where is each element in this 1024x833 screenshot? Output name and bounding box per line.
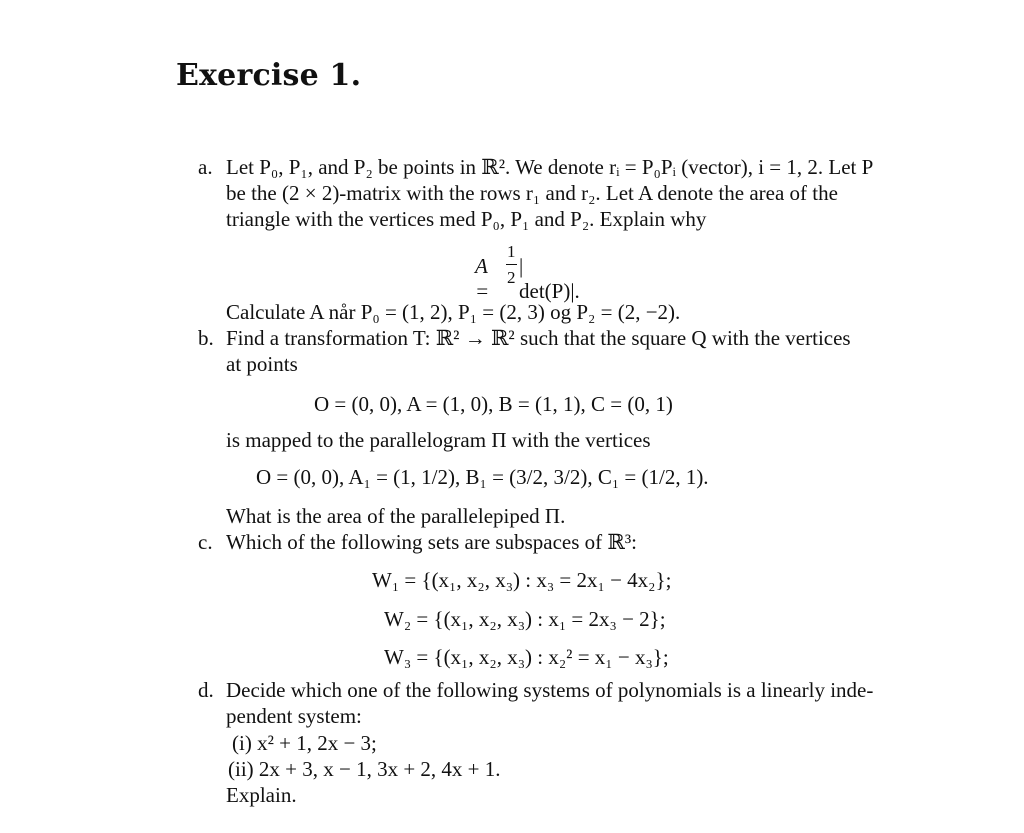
part-b-line-2: at points	[226, 352, 298, 376]
formula-lhs: A =	[475, 254, 490, 303]
part-b-line-4: What is the area of the parallelepiped Π.	[226, 504, 566, 528]
part-b-label: b.	[198, 326, 214, 350]
part-b-line-3: is mapped to the parallelogram Π with the vertices	[226, 428, 651, 452]
polynomial-system-ii: (ii) 2x + 3, x − 1, 3x + 2, 4x + 1.	[228, 757, 501, 781]
polynomial-system-i: (i) x² + 1, 2x − 3;	[232, 731, 377, 755]
formula-rhs: | det(P)|.	[519, 254, 580, 303]
part-d-label: d.	[198, 678, 214, 702]
part-a-line-2: be the (2 × 2)-matrix with the rows r₁ and r₂. Let A denote the area of the	[226, 181, 838, 205]
part-b-square-vertices: O = (0, 0), A = (1, 0), B = (1, 1), C = (0, 1)	[314, 392, 673, 416]
formula-numerator: 1	[507, 242, 516, 261]
formula-denominator: 2	[507, 268, 516, 287]
part-d-line-1: Decide which one of the following systems of polynomials is a linearly inde-	[226, 678, 874, 702]
subspace-w3: W₃ = {(x₁, x₂, x₃) : x₂² = x₁ − x₃};	[384, 645, 669, 669]
subspace-w1: W₁ = {(x₁, x₂, x₃) : x₃ = 2x₁ − 4x₂};	[372, 568, 672, 592]
part-a-line-1: Let P₀, P₁, and P₂ be points in ℝ². We denote rᵢ = P₀Pᵢ (vector), i = 1, 2. Let P	[226, 155, 874, 179]
part-c-label: c.	[198, 530, 213, 554]
part-d-line-2: pendent system:	[226, 704, 362, 728]
subspace-w2: W₂ = {(x₁, x₂, x₃) : x₁ = 2x₃ − 2};	[384, 607, 666, 631]
part-b-line-1: Find a transformation T: ℝ² → ℝ² such that the square Q with the vertices	[226, 326, 851, 350]
part-d-line-3: Explain.	[226, 783, 297, 807]
part-a-label: a.	[198, 155, 213, 179]
part-a-line-3: triangle with the vertices med P₀, P₁ and P₂. Explain why	[226, 207, 707, 231]
part-c-line-1: Which of the following sets are subspaces of ℝ³:	[226, 530, 637, 554]
fraction-bar	[506, 264, 517, 265]
part-b-parallelogram-vertices: O = (0, 0), A₁ = (1, 1/2), B₁ = (3/2, 3/2), C₁ = (1/2, 1).	[256, 465, 709, 489]
part-a-line-4: Calculate A når P₀ = (1, 2), P₁ = (2, 3) og P₂ = (2, −2).	[226, 300, 681, 324]
exercise-title: Exercise 1.	[176, 58, 362, 93]
